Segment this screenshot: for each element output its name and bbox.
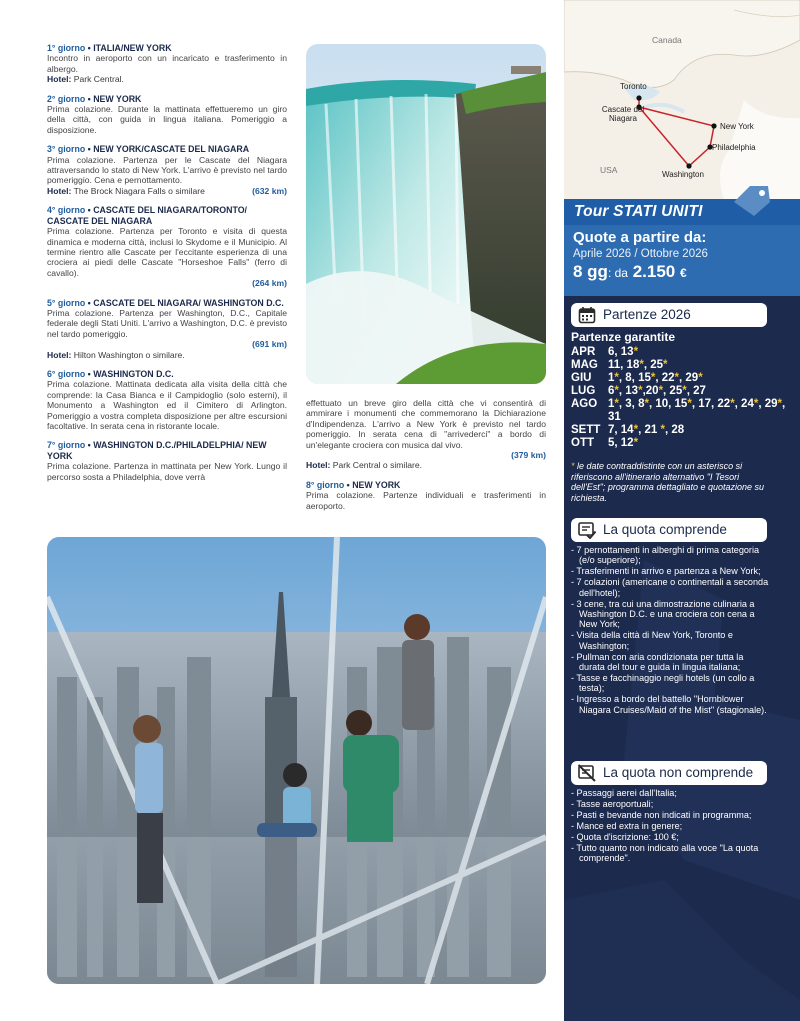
map-label-niagara: Cascate del Niagara	[601, 105, 645, 123]
map-label-usa: USA	[600, 165, 618, 175]
departures-note: * le date contraddistinte con un asterisco si riferiscono all'itinerario alternativo "I Tesori dell'Est"; programma dettagliato e quotazione su richiesta.	[571, 461, 765, 503]
list-item: - Ingresso a bordo del battello "Hornblower Niagara Cruises/Maid of the Mist" (stagionale).	[571, 694, 767, 715]
departure-month: OTT	[571, 437, 594, 449]
list-item: - Passaggi aerei dall'Italia;	[571, 788, 677, 798]
day-8: 8° giorno • NEW YORK Prima colazione. Partenze individuali e trasferimenti in aeroporto.	[306, 479, 546, 511]
day-route: WASHINGTON D.C./PHILADELPHIA/ NEW YORK	[47, 440, 267, 461]
asterisk-mark: *	[639, 359, 644, 371]
asterisk-mark: *	[633, 437, 639, 449]
list-item: - Pasti e bevande non indicati in programma;	[571, 809, 752, 820]
day-number: 2° giorno	[47, 93, 86, 104]
hotel-label: Hotel:	[47, 185, 72, 196]
asterisk-mark: *	[633, 424, 639, 436]
asterisk-mark: *	[660, 424, 665, 436]
asterisk-mark: *	[638, 385, 643, 397]
departure-row	[571, 398, 786, 424]
quote-period: Aprile 2026 / Ottobre 2026	[573, 248, 708, 260]
hotel-label: Hotel:	[306, 460, 331, 471]
departure-dates-table	[571, 346, 786, 450]
day-route: CASCATE DEL NIAGARA/ WASHINGTON D.C.	[93, 297, 284, 308]
asterisk-mark: *	[644, 398, 649, 410]
day-6: 6° giorno • WASHINGTON D.C. Prima colazione. Mattinata dedicata alla visita della città che comprende: la Casa Bianca e il Campidoglio (solo esterni), il Monumento a Washington ed il Cimitero di Arlington. Pomeriggio a vostra completa disposizione per altre escursioni facoltative. In serata cena in ristorante locale.	[47, 368, 287, 431]
hotel-name: Park Central o similare.	[332, 460, 423, 471]
departure-month: SETT	[571, 424, 601, 436]
day-7: 7° giorno • WASHINGTON D.C./PHILADELPHIA/ NEW YORK Prima colazione. Partenza in mattinata per New York. Lungo il percorso sosta a Philadelphia, dove verrà	[47, 440, 287, 482]
day-number: 5° giorno	[47, 297, 86, 308]
itinerary-column-middle	[306, 398, 546, 520]
day-3: 3° giorno • NEW YORK/CASCATE DEL NIAGARA Prima colazione. Partenza per le Cascate del Niagara attraversando lo stato di New York. L'arrivo è previsto nel tardo pomeriggio. Cena e pernottamento. Hotel: The Brock Niagara Falls o similare (632 km)	[47, 144, 287, 196]
departure-row	[571, 346, 786, 359]
distance-km: (632 km)	[252, 185, 287, 196]
day-text: effettuato un breve giro della città che vi consentirà di ammirare i monumenti che commemorano la Dichiarazione d'Indipendenza. L'arrivo a New York è previsto nel tardo pomeriggio. In serata cena di "arrivederci" a bordo di un'elegante crociera con musica dal vivo.	[306, 398, 546, 450]
departure-row	[571, 385, 786, 398]
departure-days: 7, 14*, 21 *, 28	[608, 424, 685, 436]
niagara-falls-photo	[306, 44, 546, 384]
departures-subtitle: Partenze garantite	[571, 330, 676, 344]
asterisk-mark: *	[682, 385, 687, 397]
departure-row	[571, 372, 786, 385]
day-text: Prima colazione. Mattinata dedicata alla visita della città che comprende: la Casa Bianca e il Campidoglio (solo esterni), il Monumento a Washington ed il Cimitero di Arlington. Pomeriggio a vostra completa disposizione per altre escursioni facoltative. In serata cena in ristorante locale.	[47, 379, 287, 431]
list-item: - Trasferimenti in arrivo e partenza a New York;	[571, 566, 761, 577]
asterisk-mark: *	[777, 398, 783, 410]
asterisk-mark: *	[614, 372, 619, 384]
not-included-icon	[578, 764, 596, 782]
map-label-new-york: New York	[720, 122, 754, 131]
day-text: Prima colazione. Partenza per Washington, D.C., Capitale federale degli Stati Uniti. L'arrivo a Washington, D.C. è previsto nel tardo pomeriggio.	[47, 307, 287, 339]
asterisk-mark: *	[753, 398, 759, 410]
tour-duration: 8 gg	[573, 262, 608, 281]
departure-days: 1*, 3, 8*, 10, 15*, 17, 22*, 24*, 29*, 31	[608, 398, 786, 423]
asterisk-mark: *	[698, 372, 703, 384]
calendar-icon	[578, 306, 596, 324]
asterisk-mark: *	[571, 461, 575, 471]
asterisk-mark: *	[614, 398, 619, 410]
from-label: : da	[607, 266, 628, 280]
list-item: - Tutto quanto non indicato alla voce "La quota comprende".	[571, 842, 759, 863]
price-tag-icon	[730, 182, 774, 216]
excluded-title: La quota non comprende	[603, 765, 754, 780]
departure-month: MAG	[571, 359, 598, 371]
list-item: - 7 pernottamenti in alberghi di prima categoria (e/o superiore);	[571, 545, 760, 566]
hotel-label: Hotel:	[47, 74, 72, 85]
day-text: Prima colazione. Partenza per le Cascate del Niagara attraversando lo stato di New York. L'arrivo è previsto nel tardo pomeriggio. Cena e pernottamento.	[47, 154, 287, 186]
day-7-continued	[306, 398, 546, 471]
asterisk-mark: *	[633, 346, 639, 358]
day-route: NEW YORK/CASCATE DEL NIAGARA	[93, 144, 250, 155]
departure-days: 1*, 8, 15*, 22*, 29*	[608, 372, 703, 384]
day-number: 8° giorno	[306, 479, 345, 490]
distance-km: (264 km)	[252, 278, 287, 289]
map-label-philadelphia: Philadelphia	[712, 143, 756, 152]
distance-km: (691 km)	[252, 339, 287, 350]
day-4: 4° giorno • CASCATE DEL NIAGARA/TORONTO/ CASCATE DEL NIAGARA Prima colazione. Partenza per Toronto e visita di questa dinamica e moderna città, inclusi lo Skydome e il Municipio. Al termine rientro alle Cascate per l'eccitante esperienza di una crociera ai piedi delle Cascate "Horseshoe Falls" (ferro di cavallo). (264 km)	[47, 205, 287, 289]
day-number: 6° giorno	[47, 368, 86, 379]
departure-days: 6, 13*	[608, 346, 639, 358]
quote-title: Quote a partire da:	[573, 229, 707, 246]
hotel-name: Park Central.	[73, 74, 124, 85]
day-5: 5° giorno • CASCATE DEL NIAGARA/ WASHINGTON D.C. Prima colazione. Partenza per Washington, D.C., Capitale federale degli Stati Uniti. L'arrivo a Washington, D.C. è previsto nel tardo pomeriggio. (691 km) Hotel: Hilton Washington o similare.	[47, 297, 287, 360]
departure-row	[571, 437, 786, 450]
itinerary-column-left	[47, 43, 287, 491]
included-title: La quota comprende	[603, 522, 727, 537]
asterisk-mark: *	[730, 398, 735, 410]
checklist-icon	[578, 521, 596, 539]
excluded-list	[571, 788, 771, 864]
departure-row	[571, 359, 786, 372]
day-text: Prima colazione. Partenza per Toronto e visita di questa dinamica e moderna città, inclusi lo Skydome e il Municipio. Al termine rientro alle Cascate per l'eccitante esperienza di una crociera ai piedi delle Cascate "Horseshoe Falls" (ferro di cavallo).	[47, 226, 287, 278]
asterisk-mark: *	[650, 372, 656, 384]
day-route: NEW YORK	[352, 479, 401, 490]
day-text: Prima colazione. Partenze individuali e trasferimenti in aeroporto.	[306, 490, 546, 511]
hotel-label: Hotel:	[47, 349, 72, 360]
departure-month: LUG	[571, 385, 596, 397]
hotel-name: The Brock Niagara Falls o similare	[73, 185, 205, 196]
tour-name: Tour STATI UNITI	[574, 203, 703, 220]
price-value: 2.150	[632, 262, 676, 281]
departure-month: AGO	[571, 398, 598, 410]
excluded-header	[571, 761, 767, 785]
map-label-toronto: Toronto	[620, 82, 647, 91]
departure-row	[571, 424, 786, 437]
distance-km: (379 km)	[511, 450, 546, 461]
day-1: 1° giorno • ITALIA/NEW YORK Incontro in aeroporto con un incaricato e trasferimento in albergo. Hotel: Park Central.	[47, 43, 287, 85]
day-route: CASCATE DEL NIAGARA/TORONTO/ CASCATE DEL NIAGARA	[47, 205, 247, 226]
departures-header	[571, 303, 767, 327]
list-item: - Pullman con aria condizionata per tutta la durata del tour e guida in lingua italiana;	[571, 651, 744, 672]
map-label-canada: Canada	[652, 35, 682, 45]
asterisk-mark: *	[674, 372, 680, 384]
day-route: WASHINGTON D.C.	[93, 368, 174, 379]
departure-days: 6*, 13*,20*, 25*, 27	[608, 385, 706, 397]
day-number: 1° giorno	[47, 43, 86, 53]
quote-price	[573, 261, 800, 284]
day-text: Prima colazione. Durante la mattinata effettueremo un giro della città, con guida in lingua italiana. Pomeriggio a disposizione.	[47, 104, 287, 135]
day-text: Incontro in aeroporto con un incaricato e trasferimento in albergo.	[47, 53, 287, 74]
asterisk-mark: *	[687, 398, 692, 410]
price-quote-box	[564, 225, 800, 296]
departure-month: APR	[571, 346, 596, 358]
departures-title: Partenze 2026	[603, 307, 691, 322]
list-item: - Tasse aeroportuali;	[571, 798, 654, 809]
list-item: - Visita della città di New York, Toronto e Washington;	[571, 630, 733, 651]
day-2: 2° giorno • NEW YORK Prima colazione. Durante la mattinata effettueremo un giro della città, con guida in lingua italiana. Pomeriggio a disposizione.	[47, 93, 287, 135]
day-text: Prima colazione. Partenza in mattinata per New York. Lungo il percorso sosta a Philadelphia, dove verrà	[47, 461, 287, 482]
map-label-washington: Washington	[662, 170, 704, 179]
departure-days: 5, 12*	[608, 437, 639, 449]
day-number: 3° giorno	[47, 144, 86, 155]
day-route: ITALIA/NEW YORK	[93, 43, 172, 53]
included-header	[571, 518, 767, 542]
list-item: - Mance ed extra in genere;	[571, 820, 683, 831]
departure-days: 11, 18*, 25*	[608, 359, 668, 371]
day-number: 4° giorno	[47, 205, 86, 216]
hotel-name: Hilton Washington o similare.	[73, 349, 185, 360]
included-list	[571, 545, 771, 716]
asterisk-mark: *	[663, 359, 668, 371]
list-item: - Quota d'iscrizione: 100 €;	[571, 831, 679, 842]
list-item: - 3 cene, tra cui una dimostrazione culinaria a Washington D.C. e una crociera con cena a New York;	[571, 598, 755, 630]
asterisk-mark: *	[614, 385, 619, 397]
price-currency: €	[679, 266, 687, 280]
day-route: NEW YORK	[93, 93, 142, 104]
list-item: - 7 colazioni (americane o continentali a seconda dell'hotel);	[571, 577, 769, 598]
departure-month: GIU	[571, 372, 592, 384]
nyc-skyline-observation-photo	[47, 537, 546, 984]
day-number: 7° giorno	[47, 440, 86, 451]
list-item: - Tasse e facchinaggio negli hotels (un collo a testa);	[571, 672, 755, 694]
asterisk-mark: *	[658, 385, 664, 397]
